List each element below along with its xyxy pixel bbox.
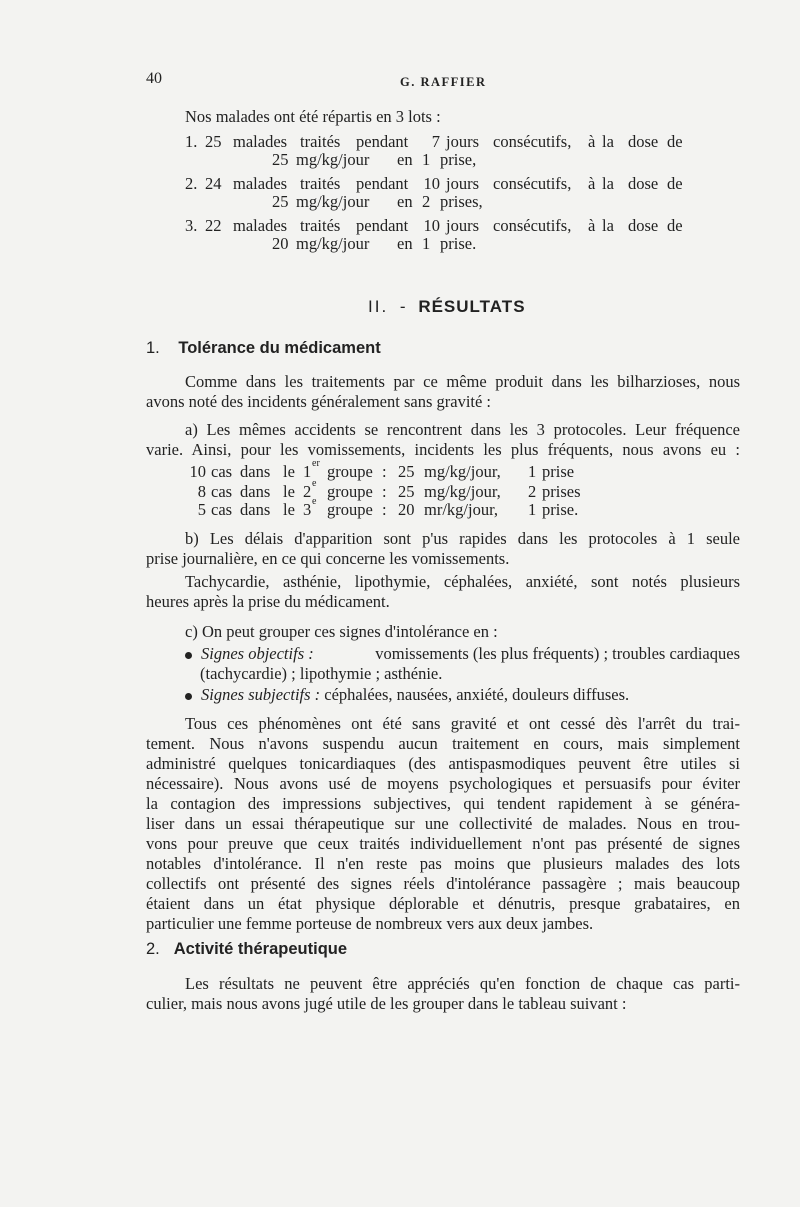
lot-word: traités	[300, 174, 341, 193]
lot-word: 10	[423, 174, 440, 193]
case-groupe: groupe	[327, 462, 373, 481]
case-colon: :	[382, 482, 387, 501]
lot-word: 1.	[185, 132, 198, 151]
case-n: 10	[189, 462, 206, 481]
case-n: 8	[197, 482, 206, 501]
lot-word: prises,	[440, 192, 483, 211]
bullet-text: céphalées, nausées, anxiété, douleurs diffuses.	[324, 685, 630, 704]
text-line: Tous ces phénomènes ont été sans gravité et ont cessé dès l'arrêt du trai-	[185, 714, 740, 733]
lot-word: 25	[205, 132, 222, 151]
paragraph-intro-results	[146, 372, 740, 412]
case-unit: mg/kg/jour,	[424, 462, 501, 481]
text-line: heures après la prise du médicament.	[146, 592, 390, 611]
lot-word: de	[667, 132, 683, 151]
case-unit: mg/kg/jour,	[424, 482, 501, 501]
case-cas: cas	[211, 482, 233, 501]
lot-word: consécutifs,	[493, 132, 572, 151]
case-prise: prises	[542, 482, 581, 501]
case-p: 2	[528, 482, 537, 501]
case-p: 1	[528, 500, 537, 519]
subsection-1-number: 1.	[146, 339, 160, 357]
paragraph-b	[146, 529, 740, 569]
lot-word: pendant	[356, 132, 409, 151]
text-line: avons noté des incidents généralement sans gravité :	[146, 392, 492, 411]
case-cas: cas	[211, 462, 233, 481]
paragraph-a	[146, 420, 740, 460]
lot-word: la	[602, 174, 614, 193]
paragraph-activity	[146, 974, 740, 1014]
lot-word: 3.	[185, 216, 198, 235]
case-cas: cas	[211, 500, 233, 519]
lot-word: dose	[628, 174, 659, 193]
text-line: étaient dans un état physique déplorable et dénutris, presque grabataires, en	[146, 894, 740, 913]
text-line: tement. Nous n'avons suspendu aucun traitement en cours, mais simplement	[146, 734, 740, 753]
lot-word: prise,	[440, 150, 477, 169]
lot-word: en	[397, 234, 413, 253]
text-line: nécessaire). Nous avons usé de moyens psychologiques et persuasifs pour éviter	[146, 774, 740, 793]
paragraph-phenomena	[146, 714, 740, 934]
lot-word: dose	[628, 216, 659, 235]
lot-word: malades	[233, 132, 288, 151]
lot-word: consécutifs,	[493, 174, 572, 193]
bullet-icon	[185, 652, 192, 659]
lot-word: mg/kg/jour	[296, 234, 370, 253]
lot-word: jours	[446, 174, 479, 193]
text-line: Comme dans les traitements par ce même produit dans les bilharzioses, nous	[185, 372, 740, 391]
case-le: le	[283, 500, 295, 519]
case-ord: 3	[303, 500, 312, 519]
lot-word: 20	[272, 234, 289, 253]
lot-word: 10	[423, 216, 440, 235]
case-dans: dans	[240, 482, 271, 501]
lot-word: pendant	[356, 174, 409, 193]
text-line: b) Les délais d'apparition sont p'us rapides dans les protocoles à 1 seule	[185, 529, 740, 548]
case-dose: 20	[398, 500, 415, 519]
lot-word: dose	[628, 132, 659, 151]
text-line: vons pour preuve que ceux traités individuellement n'ont pas présenté de signes	[146, 834, 740, 853]
case-unit: mr/kg/jour,	[424, 500, 499, 519]
bullet-label: Signes subjectifs :	[201, 685, 321, 704]
text-line: administré quelques tonicardiaques (des antispasmodiques peuvent être utiles si	[146, 754, 740, 773]
text-line: Tachycardie, asthénie, lipothymie, céphalées, anxiété, sont notés plusieurs	[185, 572, 740, 591]
intro-line: Nos malades ont été répartis en 3 lots :	[185, 107, 441, 126]
lot-word: mg/kg/jour	[296, 192, 370, 211]
lot-word: prise.	[440, 234, 477, 253]
running-title: G. RAFFIER	[400, 75, 487, 89]
lot-word: traités	[300, 216, 341, 235]
text-line: collectifs ont présenté des signes réels d'intolérance passagère ; mais beaucoup	[146, 874, 740, 893]
case-dans: dans	[240, 462, 271, 481]
lot-word: 2.	[185, 174, 198, 193]
text-line: prise journalière, en ce qui concerne les vomissements.	[146, 549, 510, 568]
bullet-text: vomissements (les plus fréquents) ; troubles cardiaques	[375, 644, 740, 663]
page-number: 40	[146, 70, 162, 87]
lot-word: consécutifs,	[493, 216, 572, 235]
paragraph-symptoms	[146, 572, 740, 612]
lot-word: la	[602, 216, 614, 235]
section-dash: -	[399, 297, 407, 316]
lot-word: à	[588, 216, 596, 235]
case-groupe: groupe	[327, 482, 373, 501]
case-dose: 25	[398, 482, 415, 501]
lot-word: traités	[300, 132, 341, 151]
text-line: Les résultats ne peuvent être appréciés qu'en fonction de chaque cas parti-	[185, 974, 740, 993]
lot-word: 25	[272, 150, 289, 169]
case-le: le	[283, 462, 295, 481]
subsection-2-title: Activité thérapeutique	[173, 940, 348, 958]
bullet-label: Signes objectifs :	[201, 644, 314, 663]
case-dans: dans	[240, 500, 271, 519]
case-colon: :	[382, 500, 387, 519]
subsection-2-number: 2.	[146, 940, 160, 958]
subsection-1-title: Tolérance du médicament	[178, 339, 381, 357]
bullet-objective	[185, 644, 740, 684]
case-n: 5	[197, 500, 206, 519]
case-ord: 2	[303, 482, 312, 501]
lot-word: à	[588, 174, 596, 193]
text-line: particulier une femme porteuse de nombreux vers aux deux jambes.	[146, 914, 594, 933]
lot-word: pendant	[356, 216, 409, 235]
lot-word: à	[588, 132, 596, 151]
lot-word: 2	[422, 192, 431, 211]
lot-word: en	[397, 192, 413, 211]
case-le: le	[283, 482, 295, 501]
text-line: la contagion des impressions subjectives, qui tendent rapidement à se généra-	[146, 794, 740, 813]
lot-word: de	[667, 216, 683, 235]
case-dose: 25	[398, 462, 415, 481]
lot-word: jours	[446, 132, 479, 151]
lot-word: jours	[446, 216, 479, 235]
lot-word: mg/kg/jour	[296, 150, 370, 169]
case-prise: prise	[542, 462, 575, 481]
lot-word: malades	[233, 174, 288, 193]
text-line: notables d'intolérance. Il n'en reste pas moins que plusieurs malades des lots	[146, 854, 740, 873]
lot-word: en	[397, 150, 413, 169]
case-colon: :	[382, 462, 387, 481]
lot-word: 1	[422, 150, 431, 169]
subsection-1-heading	[146, 339, 381, 358]
lot-word: la	[602, 132, 614, 151]
bullet-text-cont: (tachycardie) ; lipothymie ; asthénie.	[200, 664, 443, 683]
text-line: liser dans un essai thérapeutique sur une collectivité de malades. Nous en trou-	[146, 814, 740, 833]
case-p: 1	[528, 462, 537, 481]
section-title: RÉSULTATS	[418, 297, 526, 316]
bullet-icon	[185, 693, 192, 700]
lot-word: 25	[272, 192, 289, 211]
paragraph-c: c) On peut grouper ces signes d'intolérance en :	[185, 622, 498, 641]
case-ord: 1	[303, 462, 312, 481]
section-heading	[368, 297, 526, 317]
section-numeral: II.	[368, 297, 389, 316]
lot-word: 24	[205, 174, 222, 193]
lot-word: 22	[205, 216, 222, 235]
text-line: varie. Ainsi, pour les vomissements, incidents les plus fréquents, nous avons eu :	[146, 440, 740, 459]
lot-word: de	[667, 174, 683, 193]
lot-word: 7	[431, 132, 440, 151]
case-groupe: groupe	[327, 500, 373, 519]
text-line: a) Les mêmes accidents se rencontrent dans les 3 protocoles. Leur fréquence	[185, 420, 740, 439]
subsection-2-heading	[146, 940, 347, 959]
case-prise: prise.	[542, 500, 579, 519]
bullet-subjective	[185, 685, 629, 705]
lot-word: malades	[233, 216, 288, 235]
lot-word: 1	[422, 234, 431, 253]
text-line: culier, mais nous avons jugé utile de les grouper dans le tableau suivant :	[146, 994, 627, 1013]
